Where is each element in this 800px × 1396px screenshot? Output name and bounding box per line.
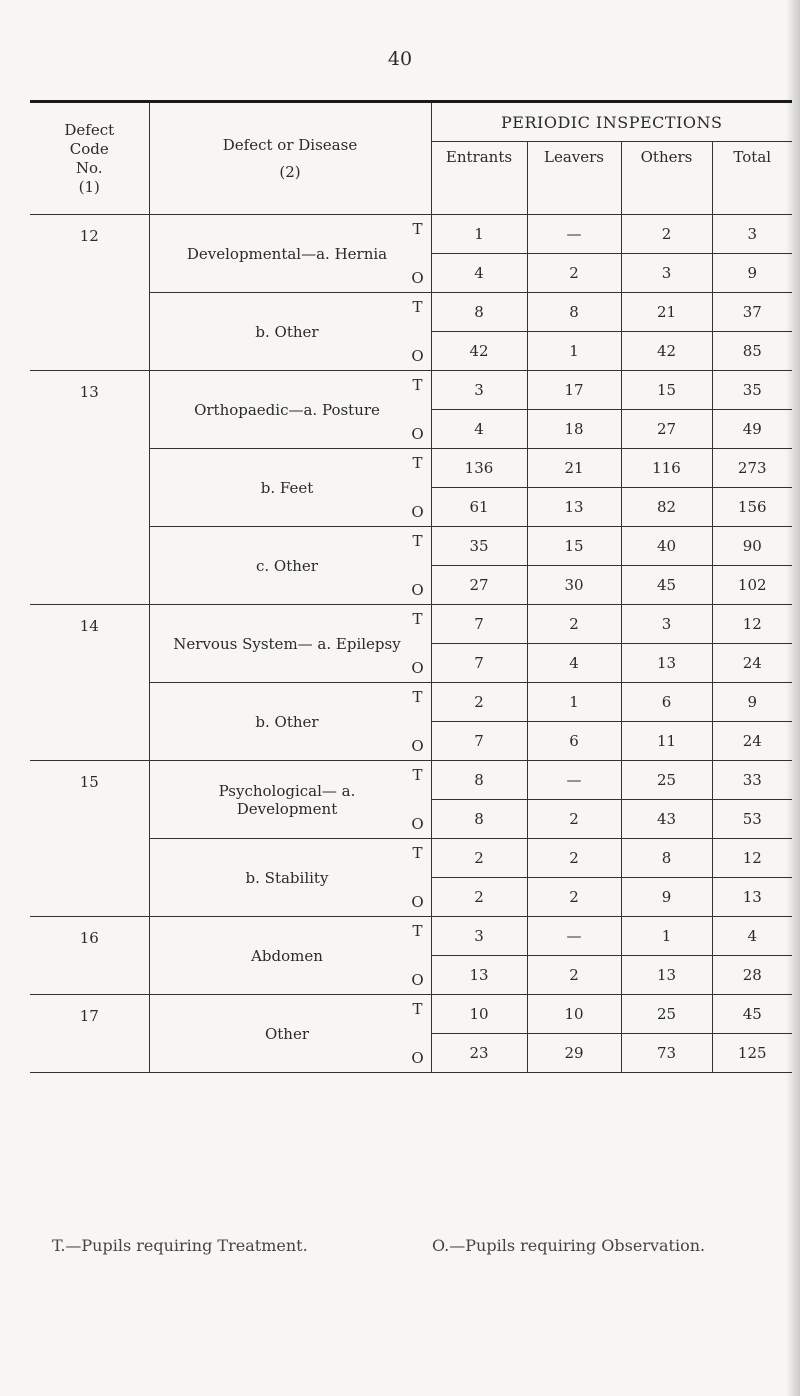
entrants-value: 7 bbox=[431, 722, 527, 761]
entrants-value: 8 bbox=[431, 293, 527, 332]
table-row bbox=[30, 761, 792, 800]
table-row bbox=[30, 215, 792, 254]
leavers-value: 1 bbox=[527, 332, 621, 371]
defect-label: b. Other bbox=[255, 712, 319, 731]
defect-description bbox=[149, 917, 431, 995]
defect-code: 12 bbox=[30, 215, 149, 371]
others-value: 25 bbox=[621, 761, 712, 800]
defect-code: 15 bbox=[30, 761, 149, 917]
entrants-value: 136 bbox=[431, 449, 527, 488]
defect-code: 16 bbox=[30, 917, 149, 995]
defect-label: Other bbox=[264, 1024, 310, 1043]
entrants-value: 7 bbox=[431, 644, 527, 683]
defect-description bbox=[149, 371, 431, 449]
defect-description bbox=[149, 449, 431, 527]
observation-mark: O bbox=[411, 269, 424, 287]
others-value: 82 bbox=[621, 488, 712, 527]
total-value: 35 bbox=[712, 371, 792, 410]
total-value: 49 bbox=[712, 410, 792, 449]
table-row bbox=[30, 605, 792, 644]
others-value: 25 bbox=[621, 995, 712, 1034]
defect-label: Orthopaedic—a. Posture bbox=[194, 400, 380, 419]
total-value: 9 bbox=[712, 683, 792, 722]
leavers-value: 30 bbox=[527, 566, 621, 605]
defect-description bbox=[149, 761, 431, 839]
entrants-value: 2 bbox=[431, 839, 527, 878]
leavers-value: 4 bbox=[527, 644, 621, 683]
entrants-value: 42 bbox=[431, 332, 527, 371]
defect-label: Abdomen bbox=[251, 946, 323, 965]
total-value: 90 bbox=[712, 527, 792, 566]
total-value: 125 bbox=[712, 1034, 792, 1073]
observation-mark: O bbox=[411, 347, 424, 365]
total-value: 53 bbox=[712, 800, 792, 839]
leavers-value: 10 bbox=[527, 995, 621, 1034]
leavers-value: 2 bbox=[527, 254, 621, 293]
page-number: 40 bbox=[387, 48, 413, 70]
others-value: 11 bbox=[621, 722, 712, 761]
total-value: 12 bbox=[712, 605, 792, 644]
entrants-value: 1 bbox=[431, 215, 527, 254]
entrants-value: 4 bbox=[431, 254, 527, 293]
total-value: 24 bbox=[712, 644, 792, 683]
others-value: 3 bbox=[621, 254, 712, 293]
defect-description bbox=[149, 527, 431, 605]
leavers-value: 2 bbox=[527, 800, 621, 839]
header-defect-or-disease: Defect or Disease (2) bbox=[149, 103, 431, 215]
entrants-value: 8 bbox=[431, 800, 527, 839]
entrants-value: 35 bbox=[431, 527, 527, 566]
header-others: Others bbox=[621, 142, 712, 215]
total-value: 273 bbox=[712, 449, 792, 488]
defect-description bbox=[149, 995, 431, 1073]
observation-mark: O bbox=[411, 581, 424, 599]
others-value: 3 bbox=[621, 605, 712, 644]
page-edge-shadow bbox=[786, 0, 800, 1396]
leavers-value: — bbox=[527, 917, 621, 956]
others-value: 116 bbox=[621, 449, 712, 488]
entrants-value: 13 bbox=[431, 956, 527, 995]
total-value: 85 bbox=[712, 332, 792, 371]
others-value: 27 bbox=[621, 410, 712, 449]
total-value: 102 bbox=[712, 566, 792, 605]
total-value: 24 bbox=[712, 722, 792, 761]
header-total: Total bbox=[712, 142, 792, 215]
others-value: 15 bbox=[621, 371, 712, 410]
leavers-value: 18 bbox=[527, 410, 621, 449]
total-value: 13 bbox=[712, 878, 792, 917]
observation-mark: O bbox=[411, 659, 424, 677]
treatment-mark: T bbox=[412, 610, 423, 628]
defect-label: Developmental—a. Hernia bbox=[186, 244, 388, 263]
entrants-value: 7 bbox=[431, 605, 527, 644]
defect-label: b. Stability bbox=[245, 868, 329, 887]
header-periodic-inspections: PERIODIC INSPECTIONS bbox=[431, 103, 792, 142]
header-defect-code: Defect Code No. (1) bbox=[30, 103, 149, 215]
treatment-mark: T bbox=[412, 376, 423, 394]
leavers-value: 21 bbox=[527, 449, 621, 488]
defect-label: b. Other bbox=[255, 322, 319, 341]
defect-label: b. Feet bbox=[260, 478, 314, 497]
observation-mark: O bbox=[411, 815, 424, 833]
treatment-mark: T bbox=[412, 688, 423, 706]
entrants-value: 61 bbox=[431, 488, 527, 527]
defect-code: 14 bbox=[30, 605, 149, 761]
table-row bbox=[30, 995, 792, 1034]
defect-label: c. Other bbox=[256, 556, 318, 575]
total-value: 4 bbox=[712, 917, 792, 956]
legend-treatment: T.—Pupils requiring Treatment. bbox=[52, 1236, 308, 1255]
observation-mark: O bbox=[411, 971, 424, 989]
leavers-value: 2 bbox=[527, 605, 621, 644]
total-value: 33 bbox=[712, 761, 792, 800]
leavers-value: 29 bbox=[527, 1034, 621, 1073]
periodic-inspections-table bbox=[30, 100, 792, 1073]
total-value: 12 bbox=[712, 839, 792, 878]
leavers-value: 2 bbox=[527, 956, 621, 995]
others-value: 43 bbox=[621, 800, 712, 839]
leavers-value: 15 bbox=[527, 527, 621, 566]
others-value: 13 bbox=[621, 644, 712, 683]
entrants-value: 3 bbox=[431, 917, 527, 956]
total-value: 28 bbox=[712, 956, 792, 995]
total-value: 45 bbox=[712, 995, 792, 1034]
others-value: 1 bbox=[621, 917, 712, 956]
total-value: 37 bbox=[712, 293, 792, 332]
defect-description bbox=[149, 293, 431, 371]
treatment-mark: T bbox=[412, 1000, 423, 1018]
defect-code: 17 bbox=[30, 995, 149, 1073]
defect-label: Nervous System— a. Epilepsy bbox=[173, 634, 401, 653]
leavers-value: — bbox=[527, 215, 621, 254]
others-value: 9 bbox=[621, 878, 712, 917]
total-value: 156 bbox=[712, 488, 792, 527]
leavers-value: — bbox=[527, 761, 621, 800]
entrants-value: 8 bbox=[431, 761, 527, 800]
others-value: 45 bbox=[621, 566, 712, 605]
others-value: 13 bbox=[621, 956, 712, 995]
header-entrants: Entrants bbox=[431, 142, 527, 215]
leavers-value: 17 bbox=[527, 371, 621, 410]
entrants-value: 2 bbox=[431, 878, 527, 917]
table-row bbox=[30, 371, 792, 410]
entrants-value: 3 bbox=[431, 371, 527, 410]
others-value: 40 bbox=[621, 527, 712, 566]
defect-description bbox=[149, 683, 431, 761]
leavers-value: 2 bbox=[527, 839, 621, 878]
observation-mark: O bbox=[411, 503, 424, 521]
treatment-mark: T bbox=[412, 454, 423, 472]
treatment-mark: T bbox=[412, 844, 423, 862]
observation-mark: O bbox=[411, 893, 424, 911]
defect-description bbox=[149, 215, 431, 293]
others-value: 6 bbox=[621, 683, 712, 722]
defect-code: 13 bbox=[30, 371, 149, 605]
leavers-value: 13 bbox=[527, 488, 621, 527]
entrants-value: 23 bbox=[431, 1034, 527, 1073]
defect-description bbox=[149, 605, 431, 683]
leavers-value: 1 bbox=[527, 683, 621, 722]
observation-mark: O bbox=[411, 737, 424, 755]
defect-label: Psychological— a. Development bbox=[218, 781, 356, 818]
leavers-value: 6 bbox=[527, 722, 621, 761]
others-value: 8 bbox=[621, 839, 712, 878]
entrants-value: 4 bbox=[431, 410, 527, 449]
observation-mark: O bbox=[411, 425, 424, 443]
header-leavers: Leavers bbox=[527, 142, 621, 215]
total-value: 9 bbox=[712, 254, 792, 293]
others-value: 21 bbox=[621, 293, 712, 332]
entrants-value: 2 bbox=[431, 683, 527, 722]
treatment-mark: T bbox=[412, 298, 423, 316]
table-row bbox=[30, 917, 792, 956]
others-value: 73 bbox=[621, 1034, 712, 1073]
treatment-mark: T bbox=[412, 922, 423, 940]
entrants-value: 10 bbox=[431, 995, 527, 1034]
observation-mark: O bbox=[411, 1049, 424, 1067]
others-value: 2 bbox=[621, 215, 712, 254]
defect-description bbox=[149, 839, 431, 917]
others-value: 42 bbox=[621, 332, 712, 371]
entrants-value: 27 bbox=[431, 566, 527, 605]
total-value: 3 bbox=[712, 215, 792, 254]
treatment-mark: T bbox=[412, 220, 423, 238]
leavers-value: 2 bbox=[527, 878, 621, 917]
treatment-mark: T bbox=[412, 766, 423, 784]
leavers-value: 8 bbox=[527, 293, 621, 332]
treatment-mark: T bbox=[412, 532, 423, 550]
legend-observation: O.—Pupils requiring Observation. bbox=[432, 1236, 706, 1255]
